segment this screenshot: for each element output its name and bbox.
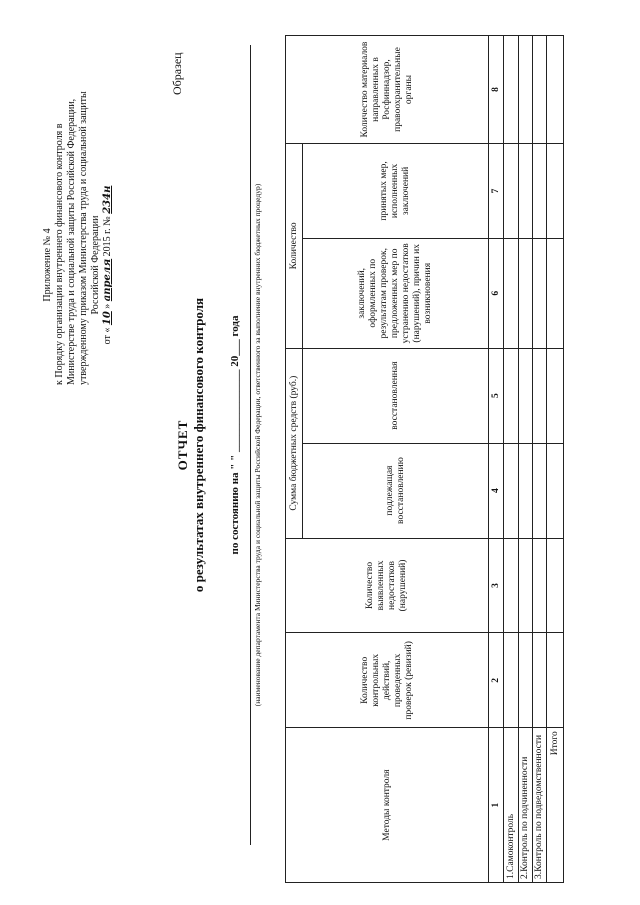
date-year: 2015 г. № (102, 216, 113, 257)
appendix-line: Российской Федерации (90, 215, 101, 315)
date-month: апреля (102, 258, 113, 302)
table-row (519, 36, 533, 883)
row-label-self-control: 1.Самоконтроль (504, 728, 519, 883)
column-number-row (489, 36, 504, 883)
report-title (175, 165, 207, 725)
column-number: 2 (489, 633, 504, 728)
total-label: Итого (547, 728, 564, 883)
table-cell (519, 538, 533, 633)
table-cell (504, 238, 519, 348)
table-cell (533, 633, 547, 728)
appendix-date-line (102, 145, 114, 385)
department-line (250, 45, 251, 845)
department-caption: (наименование департамента Министерства труда и социальной защиты Российской Федерации, ответственного за выполнение внутренних бюджетных процедур) (253, 183, 262, 707)
table-cell (533, 538, 547, 633)
table-cell (547, 238, 564, 348)
table-cell (519, 144, 533, 239)
table-cell (533, 36, 547, 144)
date-mid: » (102, 303, 113, 309)
title-line-2: о результатах внутреннего финансового контроля (191, 297, 206, 593)
table-cell (533, 144, 547, 239)
column-number: 5 (489, 348, 504, 443)
table-cell (519, 238, 533, 348)
table-cell (504, 633, 519, 728)
header-count: Количество (286, 144, 303, 349)
header-actions: Количество контрольных действий, проведенных проверок (ревизий) (286, 633, 489, 728)
table-cell (504, 443, 519, 538)
appendix-line: Приложение № 4 (42, 228, 53, 302)
column-number: 6 (489, 238, 504, 348)
header-row-1 (286, 36, 303, 883)
header-conclusions: заключений, оформленных по результатам проверок, предложенных мер по устранению недостатков (нарушений), причин их возникновения (303, 238, 489, 348)
column-number: 4 (489, 443, 504, 538)
table-cell (547, 348, 564, 443)
column-number: 3 (489, 538, 504, 633)
header-to-restore: подлежащая восстановлению (303, 443, 489, 538)
table-cell (519, 443, 533, 538)
header-violations: Количество выявленных недостатков (нарушений) (286, 538, 489, 633)
date-prefix: от « (102, 327, 113, 345)
table-cell (547, 443, 564, 538)
title-line-1: ОТЧЕТ (175, 419, 190, 471)
total-row (547, 36, 564, 883)
table-cell (504, 36, 519, 144)
table-cell (547, 633, 564, 728)
appendix-line: утвержденному приказом Министерства труда и социальной защиты (78, 91, 89, 385)
table-cell (547, 538, 564, 633)
table-cell (547, 144, 564, 239)
table-cell (533, 348, 547, 443)
table-cell (504, 144, 519, 239)
table-cell (519, 348, 533, 443)
header-measures: принятых мер, исполненных заключений (303, 144, 489, 239)
table-cell (533, 443, 547, 538)
order-number: 234н (102, 185, 113, 214)
table-cell (519, 633, 533, 728)
date-day: 10 (102, 311, 113, 326)
header-materials: Количество материалов направленных в Росфиннадзор, правоохранительные органы (286, 36, 489, 144)
table-row (504, 36, 519, 883)
as-of-date: по состоянию на " " _______________ 20___ года (229, 315, 241, 555)
appendix-line: к Порядку организации внутреннего финансового контроля в (54, 123, 65, 385)
table-cell (504, 538, 519, 633)
appendix-header (42, 91, 114, 385)
report-table (285, 35, 564, 883)
appendix-line: Министерстве труда и социальной защиты Российской Федерации, (66, 98, 77, 385)
table-row (533, 36, 547, 883)
column-number: 1 (489, 728, 504, 883)
table-cell (547, 36, 564, 144)
column-number: 8 (489, 36, 504, 144)
header-restored: восстановленная (303, 348, 489, 443)
column-number: 7 (489, 144, 504, 239)
header-methods: Методы контроля (286, 728, 489, 883)
sample-label: Образец (170, 52, 184, 95)
table-cell (533, 238, 547, 348)
row-label-departmental: 3.Контроль по подведомственности (533, 728, 547, 883)
table-cell (519, 36, 533, 144)
row-label-subordination: 2.Контроль по подчиненности (519, 728, 533, 883)
table-cell (504, 348, 519, 443)
header-budget-sum: Сумма бюджетных средств (руб.) (286, 348, 303, 538)
